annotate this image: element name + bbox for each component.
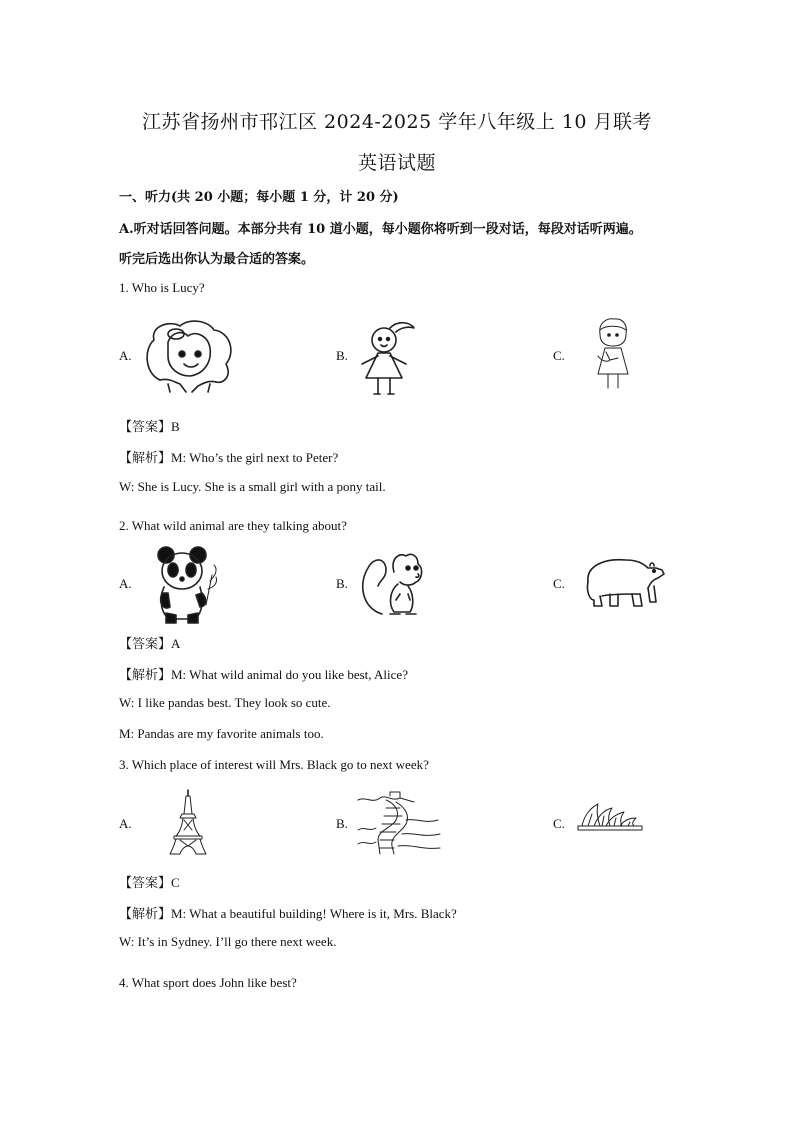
question-2: 2. What wild animal are they talking about?: [119, 518, 347, 533]
girl-pony-tail-image: [356, 318, 421, 398]
analysis-2-line-1: 【解析】M: What wild animal do you like best, Alice?: [119, 667, 408, 682]
option-3b-label: B.: [336, 816, 348, 831]
section-heading: 一、听力(共 20 小题；每小题 1 分，计 20 分): [119, 190, 399, 205]
question-4: 4. What sport does John like best?: [119, 975, 297, 990]
option-3c-label: C.: [553, 816, 565, 831]
page-subtitle: 英语试题: [357, 152, 436, 174]
panda-image: [156, 545, 218, 625]
answer-3: 【答案】C: [119, 875, 180, 890]
sydney-opera-house-image: [576, 800, 644, 834]
eiffel-tower-image: [168, 790, 208, 856]
option-2a-label: A.: [119, 576, 132, 591]
analysis-3-line-1: 【解析】M: What a beautiful building! Where is it, Mrs. Black?: [119, 906, 457, 921]
option-1c-label: C.: [553, 348, 565, 363]
question-3: 3. Which place of interest will Mrs. Black go to next week?: [119, 757, 429, 772]
great-wall-image: [356, 790, 442, 856]
squirrel-image: [360, 550, 430, 620]
answer-2: 【答案】A: [119, 636, 181, 651]
analysis-1-line-1: 【解析】M: Who’s the girl next to Peter?: [119, 450, 339, 465]
girl-dress-image: [588, 316, 638, 391]
analysis-1-line-2: W: She is Lucy. She is a small girl with a pony tail.: [119, 479, 386, 494]
bear-image: [580, 554, 670, 609]
part-a-instruction: A.听对话回答问题。本部分共有 10 道小题，每小题你将听到一段对话，每段对话听两遍。: [119, 222, 642, 237]
answer-1: 【答案】B: [119, 419, 180, 434]
option-1a-label: A.: [119, 348, 132, 363]
option-1b-label: B.: [336, 348, 348, 363]
analysis-2-line-2: W: I like pandas best. They look so cute.: [119, 695, 331, 710]
page-title: 江苏省扬州市邗江区 2024-2025 学年八年级上 10 月联考: [142, 111, 652, 133]
option-2b-label: B.: [336, 576, 348, 591]
part-a-instruction-cont: 听完后选出你认为最合适的答案。: [119, 252, 315, 267]
option-3a-label: A.: [119, 816, 132, 831]
question-1: 1. Who is Lucy?: [119, 280, 205, 295]
analysis-2-line-3: M: Pandas are my favorite animals too.: [119, 726, 324, 741]
girl-curly-hair-image: [140, 318, 240, 393]
option-2c-label: C.: [553, 576, 565, 591]
analysis-3-line-2: W: It’s in Sydney. I’ll go there next week.: [119, 934, 337, 949]
